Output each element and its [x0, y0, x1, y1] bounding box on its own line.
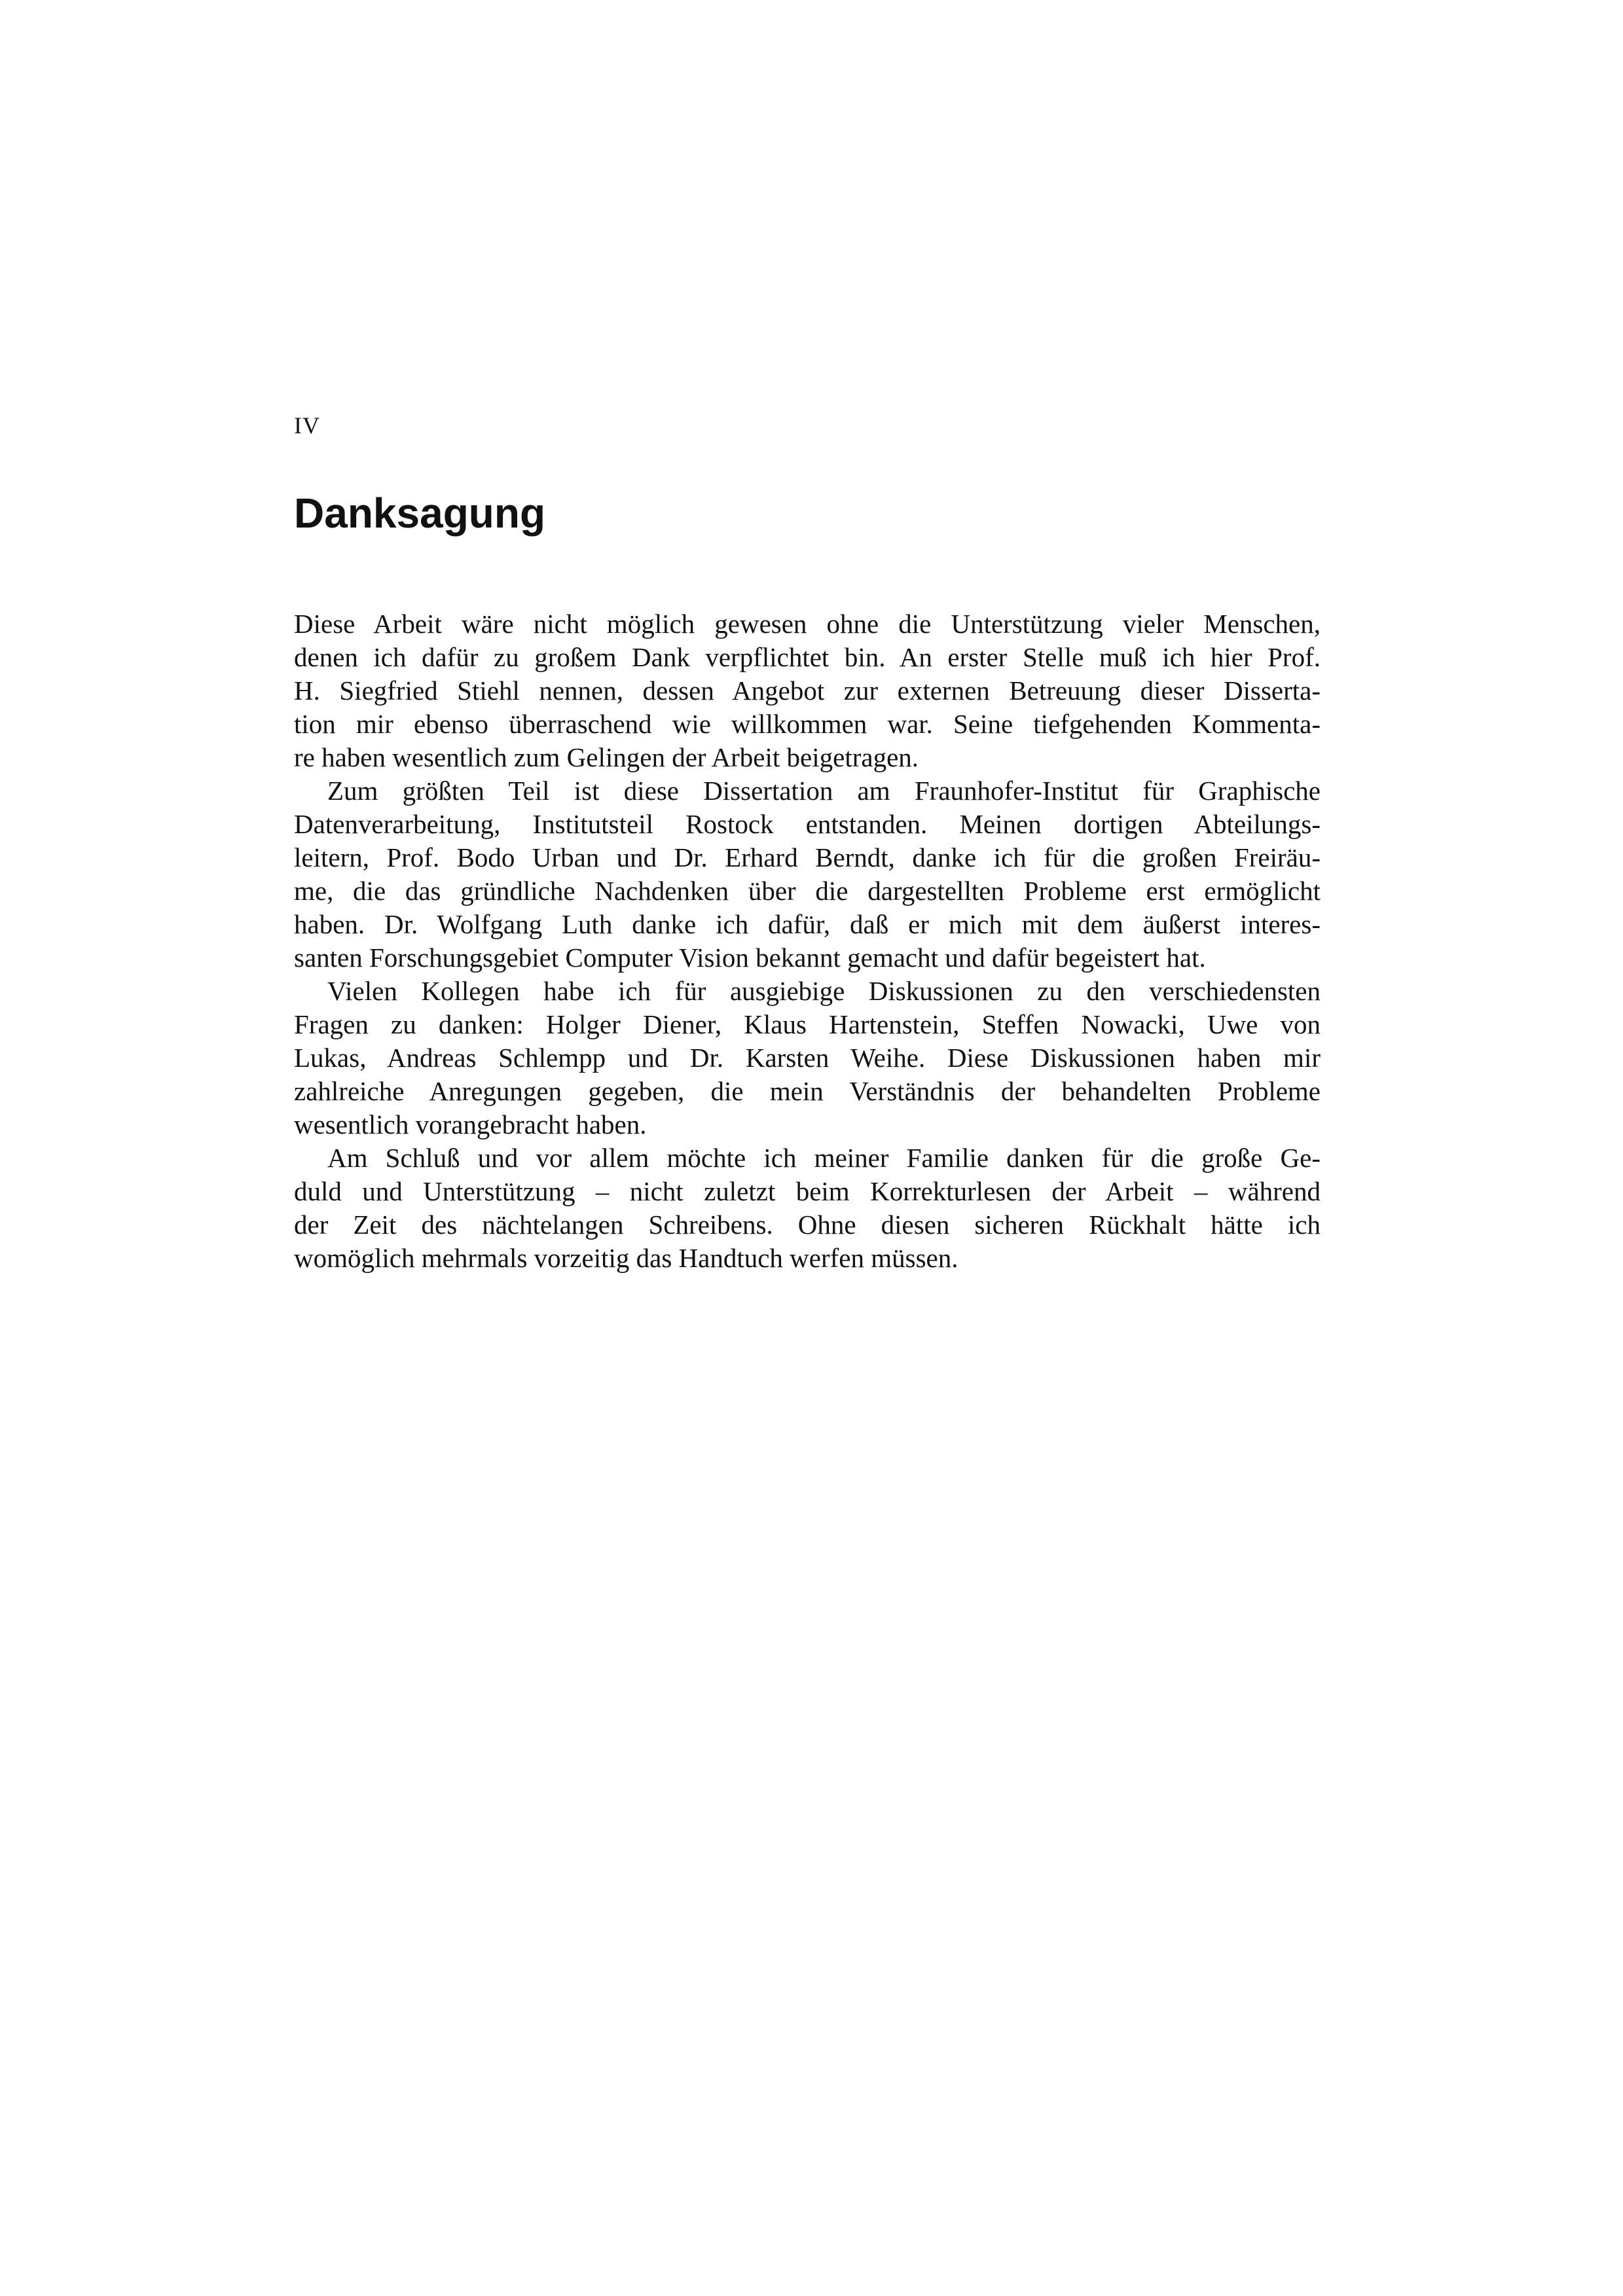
- text-line: denen ich dafür zu großem Dank verpflichtet bin. An erster Stelle muß ich hier Prof.: [294, 642, 1321, 672]
- text-line: der Zeit des nächtelangen Schreibens. Ohne diesen sicheren Rückhalt hätte ich: [294, 1210, 1321, 1240]
- text-line: Zum größten Teil ist diese Dissertation am Fraunhofer-Institut für Graphische: [327, 776, 1321, 806]
- paragraph-1: [294, 607, 1321, 774]
- text-line: Diese Arbeit wäre nicht möglich gewesen ohne die Unterstützung vieler Menschen,: [294, 609, 1321, 639]
- chapter-title: Danksagung: [294, 490, 546, 537]
- paragraph-2: [294, 774, 1321, 975]
- paragraph-4: [294, 1141, 1321, 1275]
- text-line: Am Schluß und vor allem möchte ich meiner Familie danken für die große Ge-: [327, 1143, 1321, 1173]
- text-line: tion mir ebenso überraschend wie willkommen war. Seine tiefgehenden Kommenta-: [294, 709, 1321, 739]
- paragraph-3: [294, 975, 1321, 1141]
- text-line: santen Forschungsgebiet Computer Vision bekannt gemacht und dafür begeistert hat.: [294, 942, 1206, 973]
- text-line: Fragen zu danken: Holger Diener, Klaus Hartenstein, Steffen Nowacki, Uwe von: [294, 1009, 1321, 1039]
- text-line: me, die das gründliche Nachdenken über die dargestellten Probleme erst ermöglicht: [294, 876, 1321, 906]
- text-line: re haben wesentlich zum Gelingen der Arbeit beigetragen.: [294, 742, 919, 772]
- text-line: womöglich mehrmals vorzeitig das Handtuch werfen müssen.: [294, 1243, 958, 1273]
- text-line: H. Siegfried Stiehl nennen, dessen Angebot zur externen Betreuung dieser Disserta-: [294, 675, 1321, 706]
- text-line: Lukas, Andreas Schlempp und Dr. Karsten Weihe. Diese Diskussionen haben mir: [294, 1043, 1321, 1073]
- text-line: zahlreiche Anregungen gegeben, die mein Verständnis der behandelten Probleme: [294, 1076, 1321, 1106]
- text-line: duld und Unterstützung – nicht zuletzt beim Korrekturlesen der Arbeit – während: [294, 1176, 1321, 1206]
- text-line: Datenverarbeitung, Institutsteil Rostock entstanden. Meinen dortigen Abteilungs-: [294, 809, 1321, 839]
- text-line: wesentlich vorangebracht haben.: [294, 1109, 647, 1139]
- body-text: [294, 607, 1321, 1275]
- text-line: Vielen Kollegen habe ich für ausgiebige Diskussionen zu den verschiedensten: [327, 976, 1321, 1006]
- text-line: haben. Dr. Wolfgang Luth danke ich dafür, daß er mich mit dem äußerst interes-: [294, 909, 1321, 939]
- page-number: IV: [294, 412, 320, 439]
- text-line: leitern, Prof. Bodo Urban und Dr. Erhard Berndt, danke ich für die großen Freiräu-: [294, 842, 1321, 872]
